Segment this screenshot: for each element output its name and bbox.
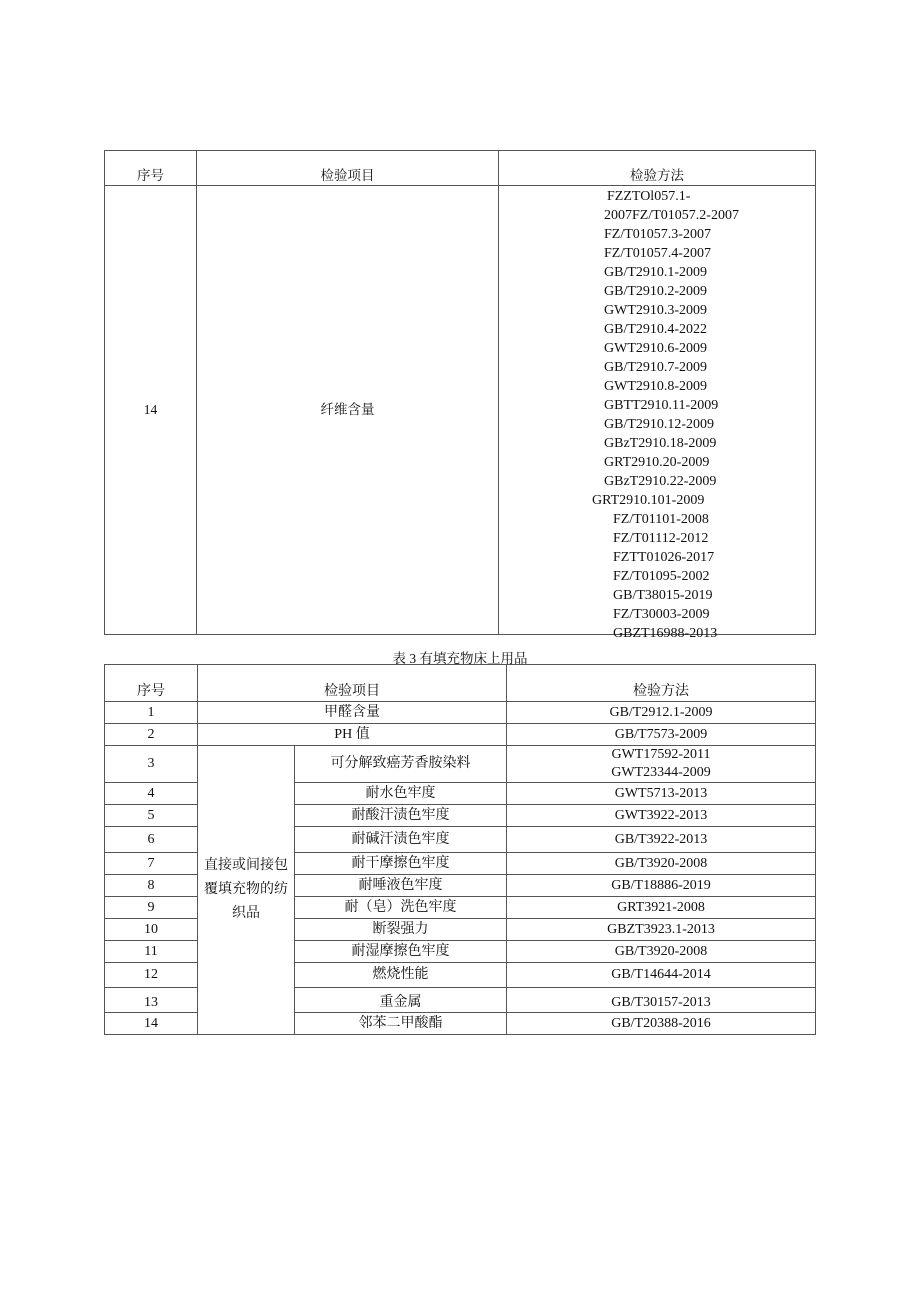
serial-cell: 2: [105, 724, 198, 746]
method-line: GWT2910.6-2009: [604, 341, 708, 356]
method-cell: GB/T18886-2019: [507, 875, 816, 897]
method-cell: GB/T30157-2013: [507, 988, 816, 1013]
method-line: FZZTOl057.1-: [607, 189, 691, 204]
item-cell: 耐湿摩擦色牢度: [295, 941, 507, 963]
header-method: 检验方法: [507, 665, 816, 702]
method-line: GBTT2910.11-2009: [604, 398, 719, 413]
serial-cell: 3: [105, 746, 198, 783]
serial-cell: 14: [105, 1013, 198, 1035]
method-cell: GB/T3920-2008: [507, 941, 816, 963]
group-label-line: 织品: [232, 906, 260, 921]
header-item: 检验项目: [198, 665, 507, 702]
method-line: GBzT2910.18-2009: [604, 436, 717, 451]
method-line: GB/T2910.1-2009: [604, 265, 708, 280]
serial-cell: 12: [105, 963, 198, 988]
fiber-content-table: [104, 150, 816, 641]
table-row: [105, 724, 816, 746]
method-line: GB/T2910.4-2022: [604, 322, 708, 337]
method-cell: GB/T14644-2014: [507, 963, 816, 988]
item-cell: 纤维含量: [197, 186, 499, 635]
method-cell: GRT3921-2008: [507, 897, 816, 919]
item-cell: 耐酸汗渍色牢度: [295, 805, 507, 827]
method-line: FZ/T01101-2008: [613, 512, 709, 527]
item-cell: 甲醛含量: [198, 702, 507, 724]
table-row: [105, 746, 816, 783]
method-line: FZ/T01057.4-2007: [604, 246, 711, 261]
method-cell: GB/T7573-2009: [507, 724, 816, 746]
method-line: GB/T38015-2019: [613, 588, 713, 603]
method-line: GB/T2910.12-2009: [604, 417, 715, 432]
table-row: [105, 702, 816, 724]
method-line: FZ/T01112-2012: [613, 531, 709, 546]
method-line: GBzT2910.22-2009: [604, 474, 717, 489]
method-cell: GB/T3920-2008: [507, 853, 816, 875]
method-cell: GB/T20388-2016: [507, 1013, 816, 1035]
method-line: FZ/T30003-2009: [613, 607, 710, 622]
item-cell: 重金属: [295, 988, 507, 1013]
method-cell: [507, 746, 816, 783]
item-cell: 耐干摩擦色牢度: [295, 853, 507, 875]
item-cell: 可分解致癌芳香胺染料: [295, 746, 507, 783]
method-cell: GB/T3922-2013: [507, 827, 816, 853]
method-line: FZ/T01057.3-2007: [604, 227, 711, 242]
methods-list: [499, 186, 815, 643]
header-serial: 序号: [105, 151, 197, 186]
header-item: 检验项目: [197, 151, 499, 186]
method-line: 2007FZ/T01057.2-2007: [604, 208, 739, 223]
method-line: GRT2910.20-2009: [604, 455, 710, 470]
serial-cell: 10: [105, 919, 198, 941]
filled-bedding-table: [104, 664, 816, 1035]
serial-cell: 14: [105, 186, 197, 635]
serial-cell: 6: [105, 827, 198, 853]
serial-cell: 9: [105, 897, 198, 919]
item-cell: 耐碱汗渍色牢度: [295, 827, 507, 853]
item-cell: 邻苯二甲酸酯: [295, 1013, 507, 1035]
method-line: GB/T2910.2-2009: [604, 284, 708, 299]
method-line: GWT17592-2011: [611, 747, 711, 762]
header-serial: 序号: [105, 665, 198, 702]
serial-cell: 4: [105, 783, 198, 805]
item-cell: 耐水色牢度: [295, 783, 507, 805]
method-line: GWT23344-2009: [611, 765, 711, 780]
item-cell: PH 值: [198, 724, 507, 746]
item-cell: 断裂强力: [295, 919, 507, 941]
method-line: GRT2910.101-2009: [592, 493, 705, 508]
item-cell: 耐唾液色牢度: [295, 875, 507, 897]
method-line: GBZT16988-2013: [613, 626, 718, 641]
table-header-row: [105, 151, 816, 186]
group-label-line: 直接或间接包: [204, 858, 288, 873]
group-label-cell: [198, 746, 295, 1035]
serial-cell: 1: [105, 702, 198, 724]
method-line: GWT2910.3-2009: [604, 303, 708, 318]
method-cell: GBZT3923.1-2013: [507, 919, 816, 941]
method-cell: GWT3922-2013: [507, 805, 816, 827]
method-line: FZ/T01095-2002: [613, 569, 710, 584]
table-header-row: [105, 665, 816, 702]
methods-cell: [499, 186, 816, 641]
serial-cell: 7: [105, 853, 198, 875]
method-line: GWT2910.8-2009: [604, 379, 708, 394]
method-cell: GWT5713-2013: [507, 783, 816, 805]
serial-cell: 13: [105, 988, 198, 1013]
serial-cell: 11: [105, 941, 198, 963]
item-cell: 燃烧性能: [295, 963, 507, 988]
method-cell: GB/T2912.1-2009: [507, 702, 816, 724]
group-label-line: 覆填充物的纺: [204, 882, 288, 897]
table-row: [105, 186, 816, 635]
header-method: 检验方法: [499, 151, 816, 186]
method-line: GB/T2910.7-2009: [604, 360, 708, 375]
serial-cell: 5: [105, 805, 198, 827]
serial-cell: 8: [105, 875, 198, 897]
table-caption: 表 3 有填充物床上用品: [392, 651, 528, 666]
method-line: FZTT01026-2017: [613, 550, 715, 565]
item-cell: 耐（皂）洗色牢度: [295, 897, 507, 919]
